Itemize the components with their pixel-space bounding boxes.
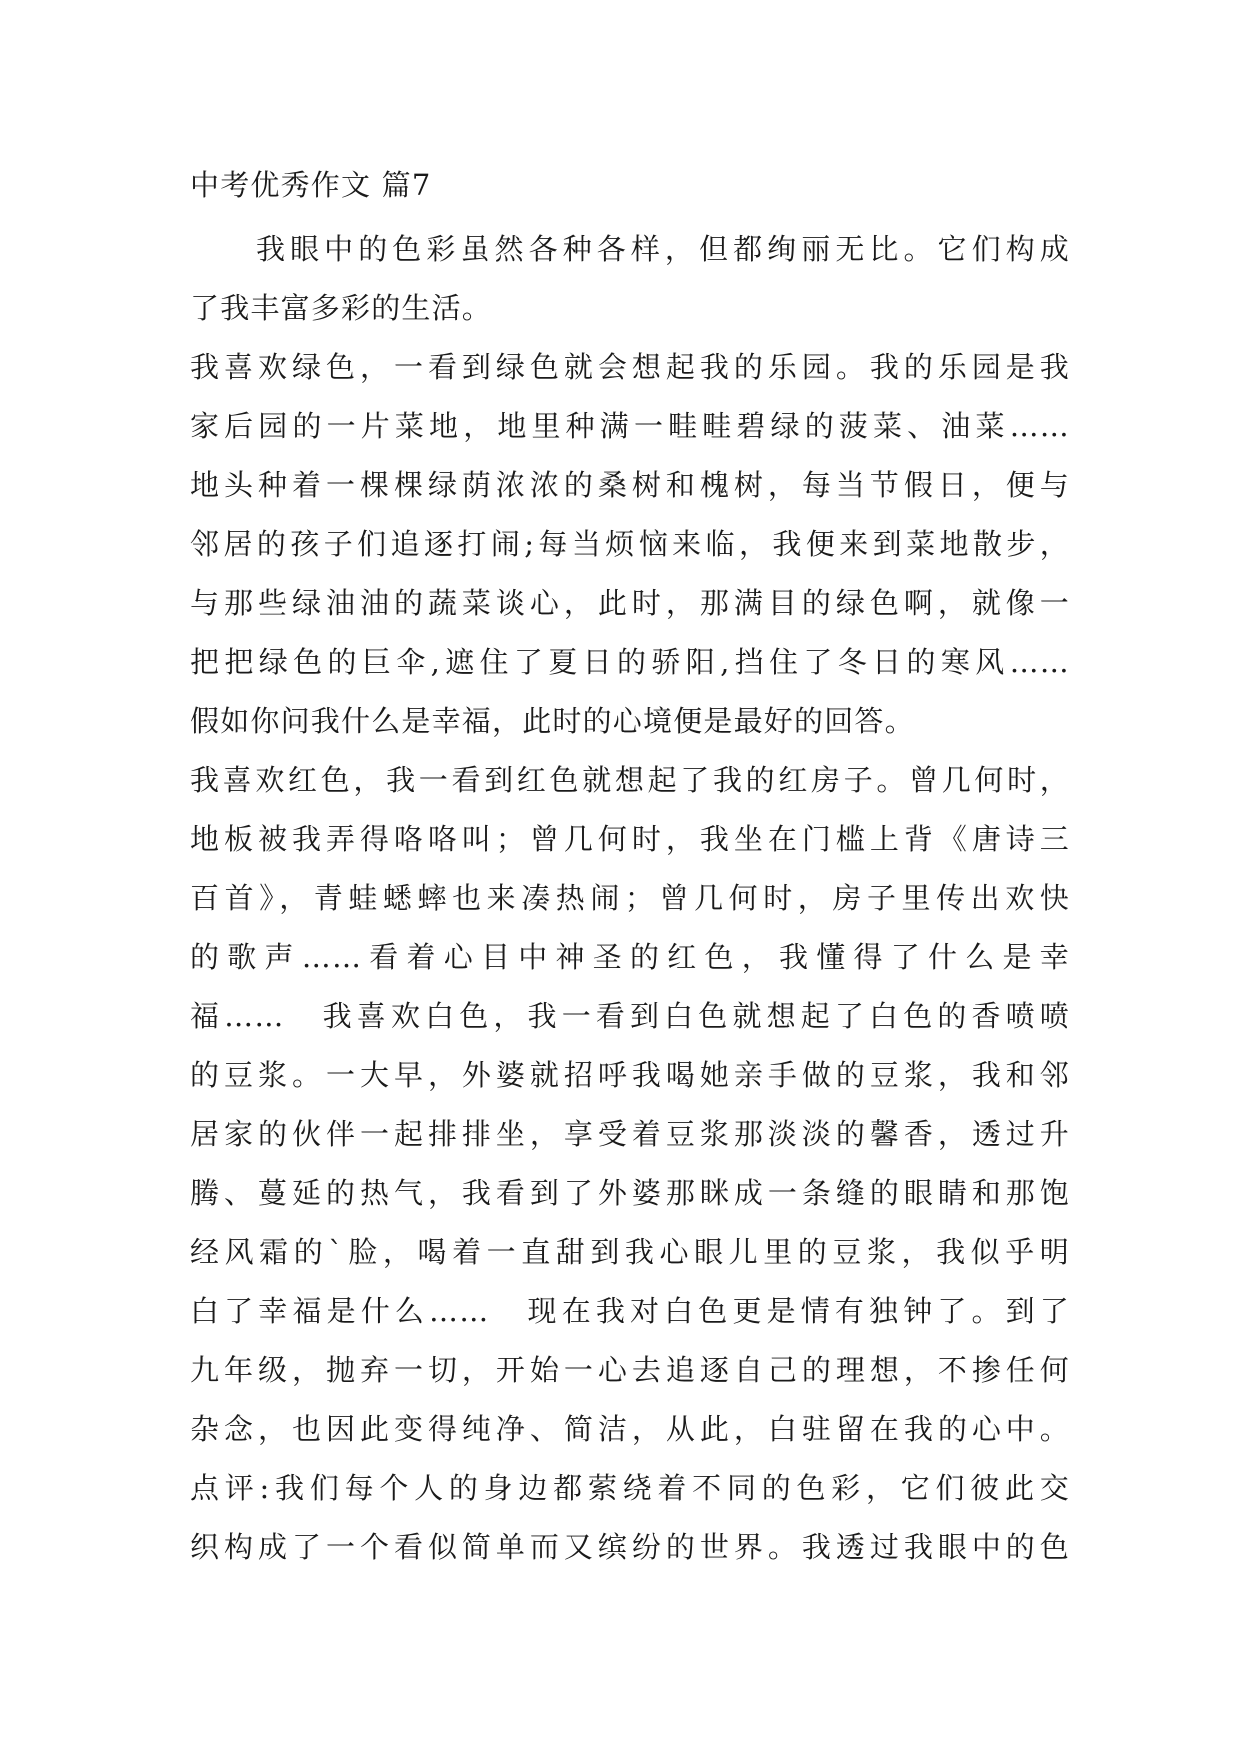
paragraph-line: 腾、蔓延的热气，我看到了外婆那眯成一条缝的眼睛和那饱 xyxy=(190,1176,1070,1210)
paragraph-line: 地头种着一棵棵绿荫浓浓的桑树和槐树，每当节假日，便与 xyxy=(190,468,1070,502)
paragraph-line: 杂念，也因此变得纯净、简洁，从此，白驻留在我的心中。 xyxy=(190,1412,1070,1446)
paragraph-line: 居家的伙伴一起排排坐，享受着豆浆那淡淡的馨香，透过升 xyxy=(190,1117,1070,1151)
paragraph-line: 与那些绿油油的蔬菜谈心，此时，那满目的绿色啊，就像一 xyxy=(190,586,1070,620)
document-page xyxy=(190,150,1070,1577)
paragraph-line: 把把绿色的巨伞,遮住了夏日的骄阳,挡住了冬日的寒风…… xyxy=(190,645,1070,679)
paragraph-line: 地板被我弄得咯咯叫；曾几何时，我坐在门槛上背《唐诗三 xyxy=(190,822,1070,856)
paragraph-line: 白了幸福是什么…… 现在我对白色更是情有独钟了。到了 xyxy=(190,1294,1070,1328)
paragraph-line: 假如你问我什么是幸福，此时的心境便是最好的回答。 xyxy=(190,704,915,738)
paragraph-line: 我喜欢绿色，一看到绿色就会想起我的乐园。我的乐园是我 xyxy=(190,350,1070,384)
paragraph-line: 福…… 我喜欢白色，我一看到白色就想起了白色的香喷喷 xyxy=(190,999,1070,1033)
paragraph-line: 我眼中的色彩虽然各种各样，但都绚丽无比。它们构成 xyxy=(256,232,1070,266)
paragraph-line: 点评:我们每个人的身边都萦绕着不同的色彩，它们彼此交 xyxy=(190,1471,1070,1505)
paragraph-line: 邻居的孩子们追逐打闹;每当烦恼来临，我便来到菜地散步， xyxy=(190,527,1070,561)
paragraph-line: 家后园的一片菜地，地里种满一畦畦碧绿的菠菜、油菜…… xyxy=(190,409,1070,443)
paragraph-line: 百首》，青蛙蟋蟀也来凑热闹；曾几何时，房子里传出欢快 xyxy=(190,881,1070,915)
paragraph-line: 经风霜的`脸，喝着一直甜到我心眼儿里的豆浆，我似乎明 xyxy=(190,1235,1070,1269)
paragraph-line: 织构成了一个看似简单而又缤纷的世界。我透过我眼中的色 xyxy=(190,1530,1070,1564)
paragraph-line: 了我丰富多彩的生活。 xyxy=(190,291,493,325)
document-title: 中考优秀作文 篇7 xyxy=(190,168,432,202)
paragraph-line: 的歌声……看着心目中神圣的红色，我懂得了什么是幸 xyxy=(190,940,1070,974)
paragraph-line: 我喜欢红色，我一看到红色就想起了我的红房子。曾几何时， xyxy=(190,763,1070,797)
paragraph-line: 的豆浆。一大早，外婆就招呼我喝她亲手做的豆浆，我和邻 xyxy=(190,1058,1070,1092)
paragraph-line: 九年级，抛弃一切，开始一心去追逐自己的理想，不掺任何 xyxy=(190,1353,1070,1387)
